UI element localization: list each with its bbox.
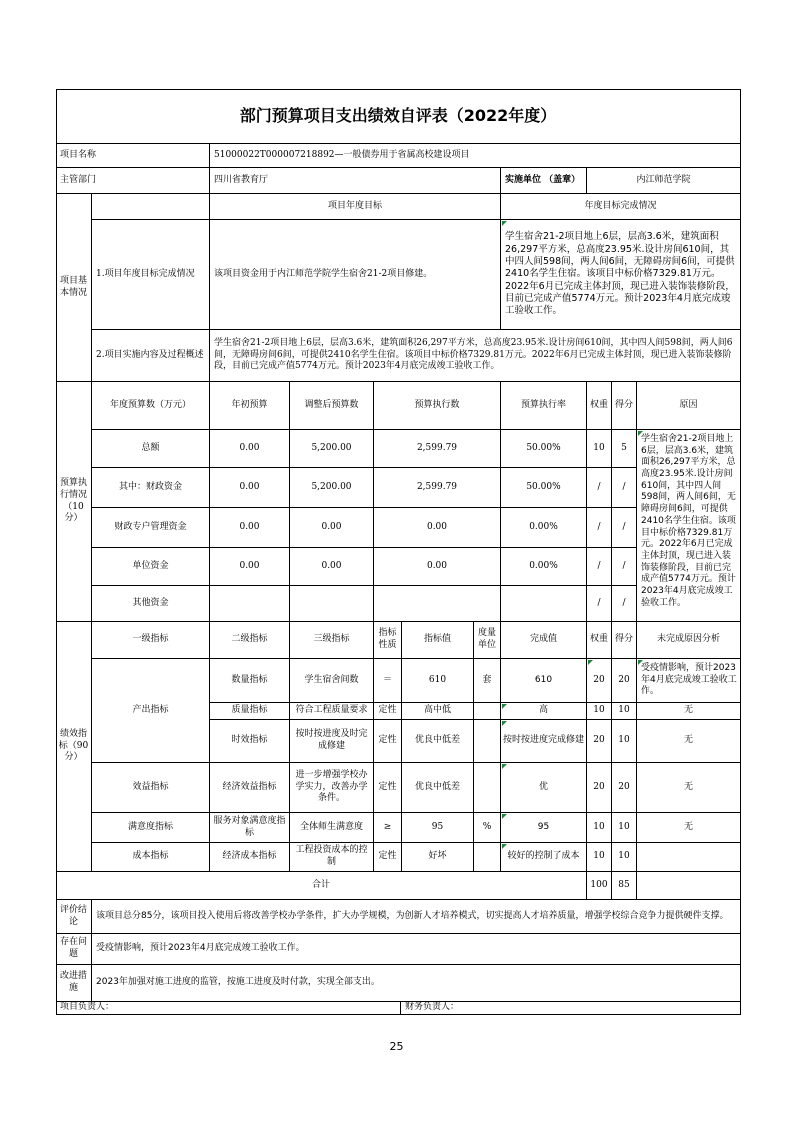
row2-label: 2.项目实施内容及过程概述 (92, 330, 210, 382)
perf-score: 10 (612, 843, 637, 872)
perf-reason: 无 (637, 763, 741, 813)
perf-score: 20 (612, 659, 637, 703)
perf-reason: 受疫情影响，预计2023年4月底完成竣工验收工作。 (637, 659, 741, 703)
perf-unit (474, 720, 501, 763)
budget-row-name: 单位资金 (92, 548, 210, 586)
budget-row-weight: / (587, 468, 612, 508)
budget-row-rate: 50.00% (501, 430, 587, 468)
budget-row-rate: 0.00% (501, 508, 587, 548)
total-weight: 100 (587, 872, 612, 900)
level1-benefit: 效益指标 (92, 763, 210, 813)
perf-l2: 质量指标 (210, 703, 290, 720)
perf-reason (637, 843, 741, 872)
perf-nature: ＝ (374, 659, 402, 703)
perf-l2: 经济效益指标 (210, 763, 290, 813)
project-name-label: 项目名称 (56, 144, 210, 168)
budget-row-rate: 0.00% (501, 548, 587, 586)
total-blank (637, 872, 741, 900)
budget-header-1: 年初预算 (210, 382, 290, 430)
total-score: 85 (612, 872, 637, 900)
perf-score: 10 (612, 703, 637, 720)
level1-cost: 成本指标 (92, 843, 210, 872)
perf-l2: 服务对象满意度指标 (210, 813, 290, 843)
budget-row-weight: / (587, 508, 612, 548)
dept-label: 主管部门 (56, 168, 210, 194)
budget-row-weight: 10 (587, 430, 612, 468)
cell-marker (588, 660, 593, 665)
budget-row-adjusted: 5,200.00 (290, 468, 374, 508)
level1-output: 产出指标 (92, 659, 210, 763)
project-owner: 项目负责人： (56, 1002, 401, 1015)
budget-header-0: 年度预算数（万元） (92, 382, 210, 430)
perf-reason: 无 (637, 703, 741, 720)
budget-header-5: 权重 (587, 382, 612, 430)
cell-marker (502, 721, 507, 726)
finance-owner: 财务负责人： (401, 1002, 741, 1015)
perf-value: 610 (402, 659, 474, 703)
perf-l3: 学生宿舍间数 (290, 659, 374, 703)
budget-row-executed: 2,599.79 (374, 468, 501, 508)
perf-weight: 10 (587, 843, 612, 872)
problem-label: 存在问题 (56, 934, 92, 965)
measure-label: 改进措施 (56, 965, 92, 1002)
budget-row-initial: 0.00 (210, 468, 290, 508)
budget-row-initial: 0.00 (210, 430, 290, 468)
budget-header-2: 调整后预算数 (290, 382, 374, 430)
perf-l2: 数量指标 (210, 659, 290, 703)
perf-unit (474, 843, 501, 872)
goal-header: 项目年度目标 (210, 194, 501, 220)
cell-marker (502, 844, 507, 849)
cell-marker (502, 764, 507, 769)
budget-header-3: 预算执行数 (374, 382, 501, 430)
budget-row-score: / (612, 508, 637, 548)
page-title: 部门预算项目支出绩效自评表（2022年度） (56, 89, 741, 144)
budget-header-4: 预算执行率 (501, 382, 587, 430)
budget-row-name: 总额 (92, 430, 210, 468)
perf-header-8: 得分 (612, 622, 637, 659)
perf-nature: 定性 (374, 843, 402, 872)
perf-header-6: 完成值 (501, 622, 587, 659)
budget-header-6: 得分 (612, 382, 637, 430)
perf-header-3: 指标性质 (374, 622, 402, 659)
perf-weight: 10 (587, 813, 612, 843)
perf-unit: % (474, 813, 501, 843)
perf-unit: 套 (474, 659, 501, 703)
perf-header-2: 三级指标 (290, 622, 374, 659)
perf-nature: 定性 (374, 720, 402, 763)
budget-section-label: 预算执行情况（10分） (56, 382, 92, 622)
budget-row-executed: 0.00 (374, 548, 501, 586)
budget-row-initial (210, 586, 290, 622)
cell-marker (502, 704, 507, 709)
perf-nature: 定性 (374, 703, 402, 720)
impl-value: 内江师范学院 (587, 168, 741, 194)
basic-section-label: 项目基本情况 (56, 194, 92, 382)
perf-l3: 按时按进度及时完成修建 (290, 720, 374, 763)
perf-l3: 工程投资成本的控制 (290, 843, 374, 872)
perf-l2: 时效指标 (210, 720, 290, 763)
perf-value: 优良中低差 (402, 763, 474, 813)
perf-l3: 符合工程质量要求 (290, 703, 374, 720)
budget-row-adjusted (290, 586, 374, 622)
perf-l2: 经济成本指标 (210, 843, 290, 872)
budget-row-name: 财政专户管理资金 (92, 508, 210, 548)
budget-row-score: / (612, 468, 637, 508)
budget-row-adjusted: 5,200.00 (290, 430, 374, 468)
perf-done: 610 (501, 659, 587, 703)
impl-label: 实施单位 （盖章） (501, 168, 587, 194)
perf-value: 高中低 (402, 703, 474, 720)
budget-reason: 学生宿舍21-2项目地上6层，层高3.6米，建筑面积26,297平方米，总高度23.95米.设计房间610间，其中四人间598间，两人间6间，无障碍房间6间，可提供2410名学生住宿。该项目中标价格7329.81万元。2022年6月已完成主体封顶，现已进入装饰装修阶段，目前已完成产值5774万元。预计2023年4月底完成竣工验收工作。 (637, 430, 741, 622)
row2-text: 学生宿舍21-2项目地上6层，层高3.6米，建筑面积26,297平方米，总高度23.95米.设计房间610间，其中四人间598间，两人间6间，无障碍房间6间，可提供2410名学生住宿。该项目中标价格7329.81万元。2022年6月已完成主体封顶，现已进入装饰装修阶段，目前已完成产值5774万元。预计2023年4月底完成竣工验收工作。 (210, 330, 741, 382)
budget-row-adjusted: 0.00 (290, 508, 374, 548)
perf-weight: 20 (587, 720, 612, 763)
perf-weight: 20 (587, 659, 612, 703)
perf-l3: 全体师生满意度 (290, 813, 374, 843)
perf-score: 20 (612, 763, 637, 813)
basic-corner (92, 194, 210, 220)
perf-done: 95 (501, 813, 587, 843)
perf-done: 高 (501, 703, 587, 720)
perf-nature: ≥ (374, 813, 402, 843)
conclusion-label: 评价结论 (56, 900, 92, 934)
cell-marker (638, 431, 643, 436)
page-number: 25 (389, 1040, 404, 1053)
budget-row-rate: 50.00% (501, 468, 587, 508)
perf-header-0: 一级指标 (92, 622, 210, 659)
conclusion-text: 该项目总分85分，该项目投入使用后将改善学校办学条件，扩大办学规模，为创新人才培养模式，切实提高人才培养质量，增强学校综合竞争力提供硬件支撑。 (92, 900, 741, 934)
perf-header-9: 未完成原因分析 (637, 622, 741, 659)
perf-unit (474, 763, 501, 813)
perf-nature: 定性 (374, 763, 402, 813)
row1-done: 学生宿舍21-2项目地上6层，层高3.6米，建筑面积26,297平方米，总高度23.95米.设计房间610间，其中四人间598间，两人间6间，无障碍房间6间，可提供2410名学生住宿。该项目中标价格7329.81万元。2022年6月已完成主体封顶，现已进入装饰装修阶段，目前已完成产值5774万元。预计2023年4月底完成竣工验收工作。 (501, 220, 741, 330)
perf-done: 较好的控制了成本 (501, 843, 587, 872)
budget-row-rate (501, 586, 587, 622)
budget-row-weight: / (587, 586, 612, 622)
cell-marker (502, 221, 507, 226)
perf-header-4: 指标值 (402, 622, 474, 659)
budget-row-score: 5 (612, 430, 637, 468)
cell-marker (638, 660, 643, 665)
budget-row-score: / (612, 586, 637, 622)
perf-reason: 无 (637, 813, 741, 843)
perf-header-5: 度量单位 (474, 622, 501, 659)
perf-score: 10 (612, 720, 637, 763)
budget-row-initial: 0.00 (210, 508, 290, 548)
budget-row-adjusted: 0.00 (290, 548, 374, 586)
perf-header-7: 权重 (587, 622, 612, 659)
project-name-value: 51000022T000007218892—一般债券用于省属高校建设项目 (210, 144, 741, 168)
perf-header-1: 二级指标 (210, 622, 290, 659)
budget-row-executed: 0.00 (374, 508, 501, 548)
perf-unit (474, 703, 501, 720)
budget-row-initial: 0.00 (210, 548, 290, 586)
measure-text: 2023年加强对施工进度的监管，按施工进度及时付款，实现全部支出。 (92, 965, 741, 1002)
budget-row-name: 其他资金 (92, 586, 210, 622)
perf-value: 95 (402, 813, 474, 843)
level1-satisfaction: 满意度指标 (92, 813, 210, 843)
perf-weight: 20 (587, 763, 612, 813)
problem-text: 受疫情影响，预计2023年4月底完成竣工验收工作。 (92, 934, 741, 965)
perf-score: 10 (612, 813, 637, 843)
budget-header-7: 原因 (637, 382, 741, 430)
budget-row-executed (374, 586, 501, 622)
row1-goal: 该项目资金用于内江师范学院学生宿舍21-2项目修建。 (210, 220, 501, 330)
perf-reason: 无 (637, 720, 741, 763)
perf-section-label: 绩效指标（90分） (56, 622, 92, 872)
perf-done: 按时按进度完成修建 (501, 720, 587, 763)
perf-value: 优良中低差 (402, 720, 474, 763)
dept-value: 四川省教育厅 (210, 168, 501, 194)
perf-weight: 10 (587, 703, 612, 720)
perf-l3: 进一步增强学校办学实力，改善办学条件。 (290, 763, 374, 813)
perf-done: 优 (501, 763, 587, 813)
perf-value: 好坏 (402, 843, 474, 872)
budget-row-name: 其中：财政资金 (92, 468, 210, 508)
cell-marker (502, 814, 507, 819)
budget-row-weight: / (587, 548, 612, 586)
budget-row-executed: 2,599.79 (374, 430, 501, 468)
row1-label: 1.项目年度目标完成情况 (92, 220, 210, 330)
budget-row-score: / (612, 548, 637, 586)
done-header: 年度目标完成情况 (501, 194, 741, 220)
total-label: 合计 (56, 872, 587, 900)
